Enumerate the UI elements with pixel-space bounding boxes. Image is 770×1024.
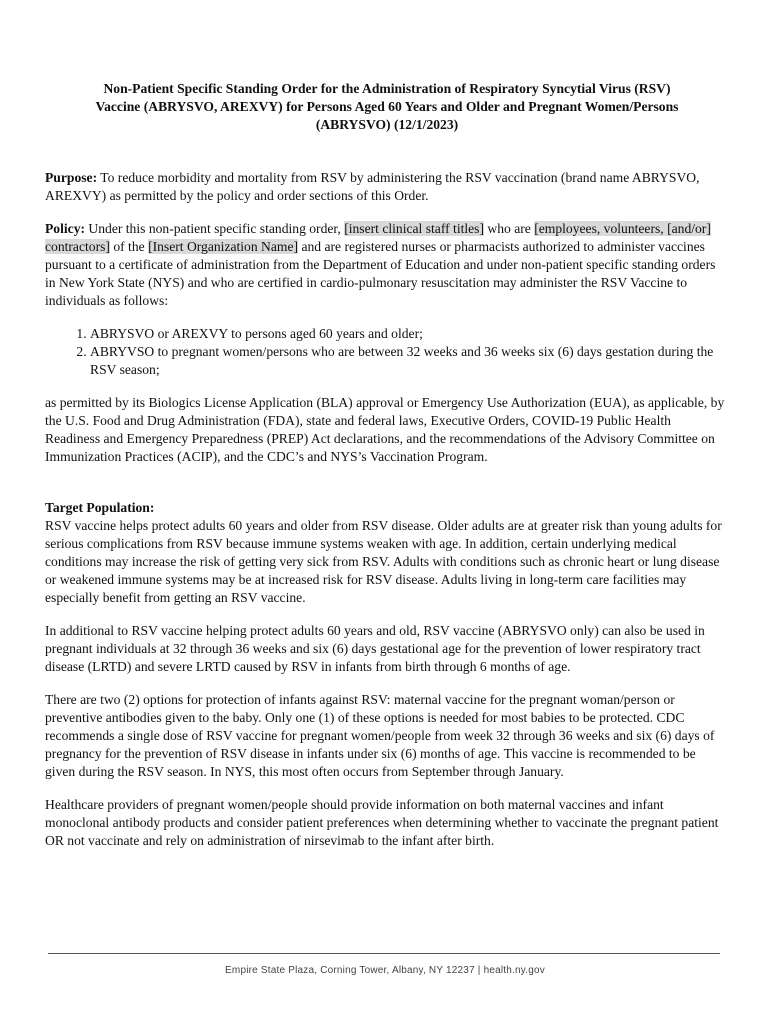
eligibility-list	[45, 325, 729, 379]
target-population-paragraph-1: RSV vaccine helps protect adults 60 years and older from RSV disease. Older adults are at greater risk than young adults for serious complications from RSV because immune systems weaken with age. In addition, certain underlying medical conditions may increase the risk of getting very sick from RSV. Adults with conditions such as chronic heart or lung disease or weakened immune systems may be at increased risk for RSV disease. Adults living in long-term care facilities may especially benefit from getting an RSV vaccine.	[45, 518, 722, 605]
page-footer: Empire State Plaza, Corning Tower, Albany, NY 12237 | health.ny.gov	[225, 965, 545, 976]
title-line-1: Non-Patient Specific Standing Order for the Administration of Respiratory Syncytial Virus (RSV)	[103, 81, 671, 96]
target-population-paragraph-3: There are two (2) options for protection of infants against RSV: maternal vaccine for the pregnant woman/person or preventive antibodies given to the baby. Only one (1) of these options is needed for most babies to be protected. CDC recommends a single dose of RSV vaccine for pregnant women/people from week 32 through 36 weeks and six (6) days of pregnancy for the prevention of RSV disease in infants under six (6) months of age. This vaccine is recommended to be given during the RSV season. In NYS, this most often occurs from September through January.	[45, 692, 715, 779]
policy-text-3: of the	[109, 239, 149, 254]
placeholder-organization-name: [Insert Organization Name]	[148, 239, 299, 254]
title-line-3: (ABRYSVO) (12/1/2023)	[315, 117, 459, 132]
permitted-paragraph: as permitted by its Biologics License Application (BLA) approval or Emergency Use Authorization (EUA), as applicable, by the U.S. Food and Drug Administration (FDA), state and federal laws, Executive Orders, COVID-19 Public Health Readiness and Emergency Preparedness (PREP) Act declarations, and the recommendations of the Advisory Committee on Immunization Practices (ACIP), and the CDC’s and NYS’s Vaccination Program.	[45, 395, 725, 464]
placeholder-staff-titles: [insert clinical staff titles]	[344, 221, 484, 236]
footer-divider	[48, 953, 720, 954]
list-item: 2. ABRYVSO to pregnant women/persons who are between 32 weeks and 36 weeks six (6) days gestation during the RSV season;	[90, 343, 729, 379]
placeholder-staff-types: [employees, volunteers, [and/or] contractors]	[45, 221, 711, 254]
document-body	[45, 80, 729, 865]
list-item: 1. ABRYSVO or AREXVY to persons aged 60 years and older;	[90, 325, 729, 343]
policy-text-1: Under this non-patient specific standing order,	[85, 221, 345, 236]
policy-label: Policy:	[45, 221, 86, 236]
purpose-paragraph	[45, 169, 729, 205]
purpose-text: To reduce morbidity and mortality from RSV by administering the RSV vaccination (brand name ABRYSVO, AREXVY) as permitted by the policy and order sections of this Order.	[45, 170, 700, 203]
target-population-paragraph-4: Healthcare providers of pregnant women/people should provide information on both maternal vaccines and infant monoclonal antibody products and consider patient preferences when determining whether to vaccinate the pregnant patient OR not vaccinate and rely on administration of nirsevimab to the infant after birth.	[45, 797, 719, 848]
target-population-heading: Target Population:	[45, 500, 155, 515]
purpose-label: Purpose:	[45, 170, 98, 185]
document-title	[45, 80, 729, 134]
policy-text-2: who are	[484, 221, 535, 236]
policy-text-4: and are registered nurses or pharmacists authorized to administer vaccines pursuant to a certificate of administration from the Department of Education and under non-patient specific standing orders in New York State (NYS) and who are certified in cardio-pulmonary resuscitation may administer the RSV Vaccine to individuals as follows:	[45, 239, 716, 308]
policy-paragraph	[45, 220, 729, 310]
title-line-2: Vaccine (ABRYSVO, AREXVY) for Persons Aged 60 Years and Older and Pregnant Women/Persons	[95, 99, 679, 114]
target-population-paragraph-2: In additional to RSV vaccine helping protect adults 60 years and old, RSV vaccine (ABRYSVO only) can also be used in pregnant individuals at 32 through 36 weeks and six (6) days gestational age for the prevention of lower respiratory tract disease (LRTD) and severe LRTD caused by RSV in infants from birth through 6 months of age.	[45, 623, 705, 674]
